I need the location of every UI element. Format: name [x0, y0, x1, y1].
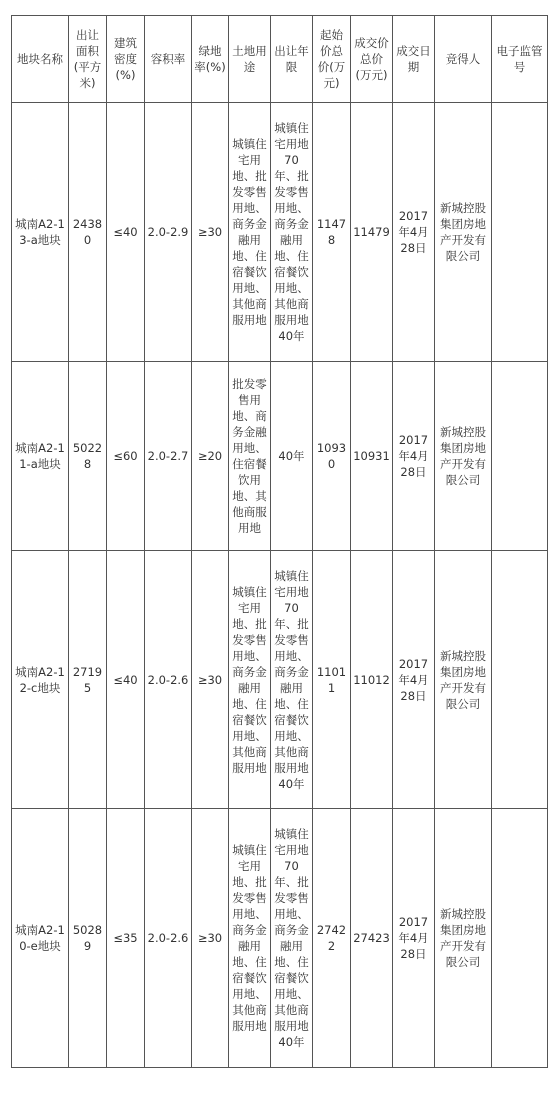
area: 24380	[69, 103, 107, 362]
term: 城镇住宅用地70年、批发零售用地、商务金融用地、住宿餐饮用地、其他商服用地40年	[271, 103, 313, 362]
header-plot-ratio: 容积率	[145, 16, 192, 103]
plot-ratio: 2.0-2.9	[145, 103, 192, 362]
green-ratio: ≥20	[192, 362, 229, 551]
header-building-density: 建筑密度(%)	[107, 16, 145, 103]
final-price: 27423	[351, 809, 393, 1068]
header-land-use: 土地用途	[229, 16, 271, 103]
plot-ratio: 2.0-2.6	[145, 551, 192, 809]
parcel-name: 城南A2-10-e地块	[12, 809, 69, 1068]
winner: 新城控股集团房地产开发有限公司	[435, 809, 492, 1068]
final-price: 10931	[351, 362, 393, 551]
header-final-price: 成交价总价(万元)	[351, 16, 393, 103]
header-date: 成交日期	[393, 16, 435, 103]
header-parcel-name: 地块名称	[12, 16, 69, 103]
starting-price: 27422	[313, 809, 351, 1068]
building-density: ≤60	[107, 362, 145, 551]
building-density: ≤40	[107, 103, 145, 362]
starting-price: 10930	[313, 362, 351, 551]
winner: 新城控股集团房地产开发有限公司	[435, 551, 492, 809]
supervision-no	[492, 362, 548, 551]
land-use: 批发零售用地、商务金融用地、住宿餐饮用地、其他商服用地	[229, 362, 271, 551]
term: 40年	[271, 362, 313, 551]
parcel-name: 城南A2-13-a地块	[12, 103, 69, 362]
date: 2017年4月28日	[393, 809, 435, 1068]
building-density: ≤35	[107, 809, 145, 1068]
header-winner: 竞得人	[435, 16, 492, 103]
header-starting-price: 起始价总价(万元)	[313, 16, 351, 103]
supervision-no	[492, 103, 548, 362]
date: 2017年4月28日	[393, 551, 435, 809]
starting-price: 11478	[313, 103, 351, 362]
plot-ratio: 2.0-2.6	[145, 809, 192, 1068]
area: 27195	[69, 551, 107, 809]
header-term: 出让年限	[271, 16, 313, 103]
starting-price: 11011	[313, 551, 351, 809]
table-row	[12, 103, 548, 362]
green-ratio: ≥30	[192, 551, 229, 809]
final-price: 11479	[351, 103, 393, 362]
table-row	[12, 551, 548, 809]
parcel-name: 城南A2-11-a地块	[12, 362, 69, 551]
final-price: 11012	[351, 551, 393, 809]
area: 50228	[69, 362, 107, 551]
green-ratio: ≥30	[192, 103, 229, 362]
winner: 新城控股集团房地产开发有限公司	[435, 103, 492, 362]
table-row	[12, 809, 548, 1068]
supervision-no	[492, 551, 548, 809]
table-row	[12, 362, 548, 551]
term: 城镇住宅用地70年、批发零售用地、商务金融用地、住宿餐饮用地、其他商服用地40年	[271, 809, 313, 1068]
header-green-ratio: 绿地率(%)	[192, 16, 229, 103]
parcel-name: 城南A2-12-c地块	[12, 551, 69, 809]
header-row	[12, 16, 548, 103]
land-use: 城镇住宅用地、批发零售用地、商务金融用地、住宿餐饮用地、其他商服用地	[229, 809, 271, 1068]
building-density: ≤40	[107, 551, 145, 809]
date: 2017年4月28日	[393, 362, 435, 551]
area: 50289	[69, 809, 107, 1068]
winner: 新城控股集团房地产开发有限公司	[435, 362, 492, 551]
date: 2017年4月28日	[393, 103, 435, 362]
term: 城镇住宅用地70年、批发零售用地、商务金融用地、住宿餐饮用地、其他商服用地40年	[271, 551, 313, 809]
plot-ratio: 2.0-2.7	[145, 362, 192, 551]
header-area: 出让面积(平方米)	[69, 16, 107, 103]
green-ratio: ≥30	[192, 809, 229, 1068]
land-use: 城镇住宅用地、批发零售用地、商务金融用地、住宿餐饮用地、其他商服用地	[229, 103, 271, 362]
supervision-no	[492, 809, 548, 1068]
land-transaction-table	[11, 15, 548, 1068]
land-use: 城镇住宅用地、批发零售用地、商务金融用地、住宿餐饮用地、其他商服用地	[229, 551, 271, 809]
header-supervision-no: 电子监管号	[492, 16, 548, 103]
